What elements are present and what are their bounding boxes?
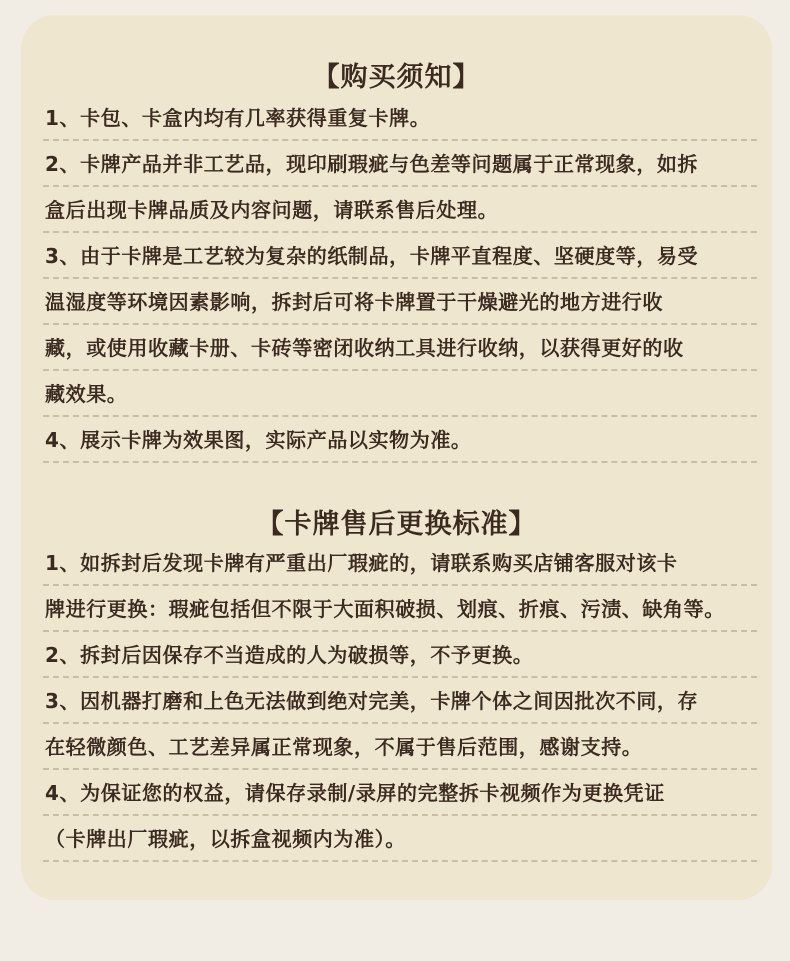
purchase-notice-line: 盒后出现卡牌品质及内容问题，请联系售后处理。 [43,187,757,233]
purchase-notice-line: 温湿度等环境因素影响，拆封后可将卡牌置于干燥避光的地方进行收 [43,279,757,325]
purchase-notice-line: 3、由于卡牌是工艺较为复杂的纸制品，卡牌平直程度、坚硬度等，易受 [43,233,757,279]
purchase-notice-line: 藏效果。 [43,371,757,417]
purchase-notice-title: 【购买须知】 [312,62,481,93]
after-sales-line: 3、因机器打磨和上色无法做到绝对完美，卡牌个体之间因批次不同，存 [43,678,757,724]
after-sales-line: 2、拆封后因保存不当造成的人为破损等，不予更换。 [43,632,757,678]
purchase-notice-line: 2、卡牌产品并非工艺品，现印刷瑕疵与色差等问题属于正常现象，如拆 [43,141,757,187]
purchase-notice-line: 藏，或使用收藏卡册、卡砖等密闭收纳工具进行收纳，以获得更好的收 [43,325,757,371]
after-sales-title: 【卡牌售后更换标准】 [256,509,537,540]
purchase-notice-line: 1、卡包、卡盒内均有几率获得重复卡牌。 [43,95,757,141]
notice-card [21,15,772,900]
after-sales-line: 牌进行更换：瑕疵包括但不限于大面积破损、划痕、折痕、污渍、缺角等。 [43,586,757,632]
after-sales-line: 在轻微颜色、工艺差异属正常现象，不属于售后范围，感谢支持。 [43,724,757,770]
purchase-notice-line: 4、展示卡牌为效果图，实际产品以实物为准。 [43,417,757,463]
after-sales-line: 1、如拆封后发现卡牌有严重出厂瑕疵的，请联系购买店铺客服对该卡 [43,540,757,586]
after-sales-line: （卡牌出厂瑕疵，以拆盒视频内为准）。 [43,816,757,862]
after-sales-line: 4、为保证您的权益，请保存录制/录屏的完整拆卡视频作为更换凭证 [43,770,757,816]
